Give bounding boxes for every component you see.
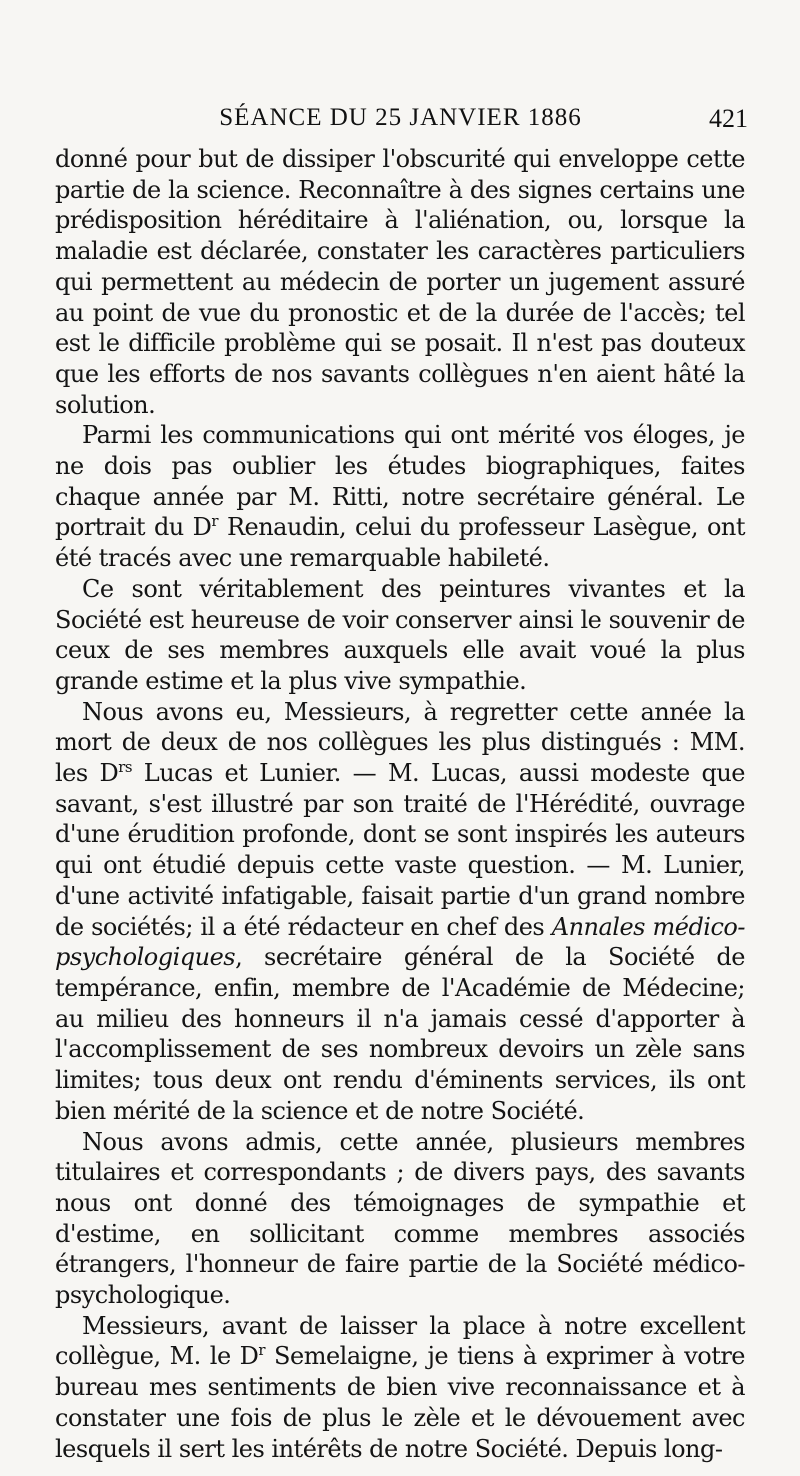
paragraph [55,1127,745,1311]
text-segment: Lucas et Lunier. — M. Lucas, aussi modeste que savant, s'est illustré par son traité de l'Hérédité, ouvrage d'une érudition profonde, dont se sont inspirés les auteurs qui ont étudié depuis cette vaste question. — M. Lunier, d'une activité infatigable, faisait partie d'un grand nombre de sociétés; il a été rédacteur en chef des [55,759,745,941]
paragraph [55,420,745,574]
italic-title: Annales médico-psychologiques [55,912,745,972]
text-segment: donné pour but de dissiper l'obscurité qui enveloppe cette partie de la science. Reconnaître à des signes certains une prédisposition héréditaire à l'aliénation, ou, lorsque la maladie est déclarée, constater les caractères particuliers qui permettent au médecin de porter un jugement assuré au point de vue du pronostic et de la durée de l'accès; tel est le difficile problème qui se posait. Il n'est pas douteux que les efforts de nos savants collègues n'en aient hâté la solution. [55,145,745,419]
paragraph [55,697,745,1127]
text-segment: Messieurs, avant de laisser la place à notre excellent collègue, M. le D [55,1311,745,1371]
text-segment: , secrétaire général de la Société de tempérance, enfin, membre de l'Académie de Médecine; au milieu des honneurs il n'a jamais cessé d'apporter à l'accomplissement de ses nombreux devoirs un zèle sans limites; tous deux ont rendu d'éminents services, ils ont bien mérité de la science et de notre Société. [55,943,745,1125]
body-text [55,144,745,1464]
paragraph [55,1311,745,1465]
text-segment: Semelaigne, je tiens à exprimer à votre bureau mes sentiments de bien vive reconnaissance et à constater une fois de plus le zèle et le dévouement avec lesquels il sert les intérêts de notre Société. Depuis long- [55,1342,746,1463]
running-title: SÉANCE DU 25 JANVIER 1886 [219,104,582,131]
text-segment: Nous avons admis, cette année, plusieurs membres titulaires et correspondants ; de divers pays, des savants nous ont donné des témoignages de sympathie et d'estime, en sollicitant comme membres associés étrangers, l'honneur de faire partie de la Société médico-psychologique. [55,1127,745,1310]
page-number: 421 [709,104,748,133]
paragraph [55,574,745,697]
text-segment: Parmi les communications qui ont mérité vos éloges, je ne dois pas oublier les études biographiques, faites chaque année par M. Ritti, notre secrétaire général. Le portrait du D [55,421,745,542]
paragraph [55,144,745,420]
page-header [53,98,748,144]
text-segment: Nous avons eu, Messieurs, à regretter cette année la mort de deux de nos collègues les plus distingués : MM. les D [55,697,745,788]
superscript: r [258,1341,266,1360]
superscript: r [211,512,219,531]
text-segment: Ce sont véritablement des peintures vivantes et la Société est heureuse de voir conserver ainsi le souvenir de ceux de ses membres auxquels elle avait voué la plus grande estime et la plus vive sympathie. [55,574,745,695]
text-segment: Renaudin, celui du professeur Lasègue, ont été tracés avec une remarquable habileté. [55,513,745,573]
superscript: rs [118,758,132,777]
